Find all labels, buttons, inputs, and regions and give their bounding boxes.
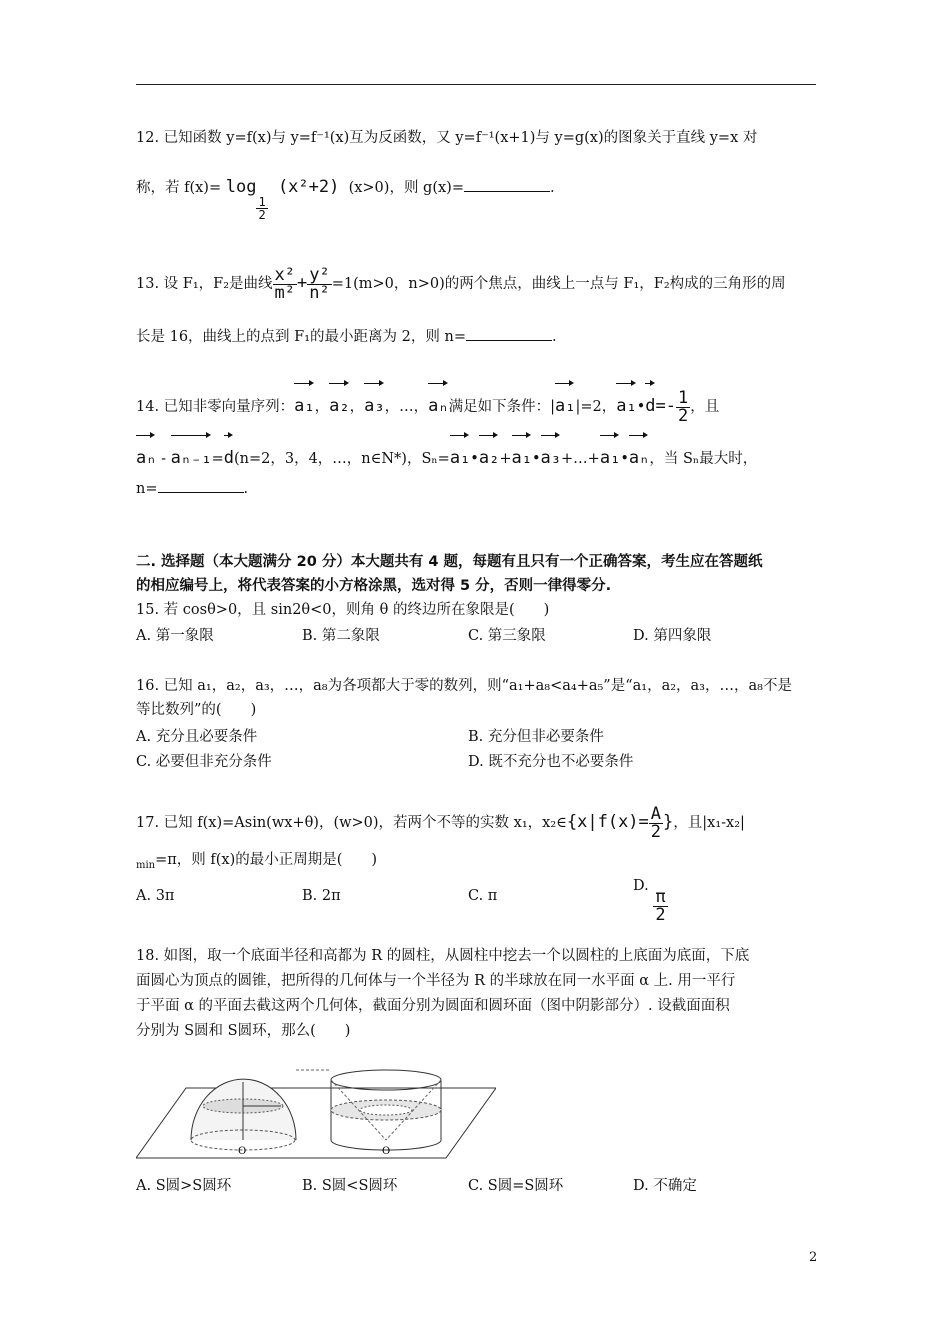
q13-line-1: 13. 设 F₁，F₂是曲线 $\frac{\text{x²}}{\text{m²}}$ + $\frac{\text{y²}}{\text{n²}}$ =1(m>0，n>0)的两个焦点，曲线上一点与 F₁，F₂构成的三角形的周 <box>136 264 786 303</box>
label-o-left: O <box>238 1146 247 1157</box>
q18-option-c[interactable]: C. S圆=S圆环 <box>468 1178 564 1194</box>
vector-a2: a₂ <box>329 380 349 424</box>
log-base: $\frac{1}{2}$ <box>258 195 266 222</box>
fraction-half: $\frac{1}{2}$ <box>678 387 689 426</box>
q18-line-3: 于平面 α 的平面去截这两个几何体，截面分别为圆面和圆环面（图中阴影部分）. 设截面面积 <box>136 998 730 1014</box>
q18-line-1: 18. 如图，取一个底面半径和高都为 R 的圆柱，从圆柱中挖去一个以圆柱的上底面为底面，下底 <box>136 948 750 964</box>
q12-text: 称，若 f(x)= <box>136 180 222 196</box>
q17-option-a[interactable]: A. 3π <box>136 888 175 904</box>
vector-a3: a₃ <box>364 380 384 424</box>
plane-alpha <box>136 1088 496 1158</box>
q14-line-2: aₙ - aₙ₋₁=d(n=2，3，4，…，n∈N*)，Sₙ=a₁•a₂+a₁•a₃+…+a₁•aₙ，当 Sₙ最大时， <box>136 432 757 477</box>
q17-option-b[interactable]: B. 2π <box>302 888 341 904</box>
q12-line-2: 称，若 f(x)= log $\frac{1}{2}$ (x²+2) (x>0)，则 g(x)= . <box>136 177 555 222</box>
q18-option-d[interactable]: D. 不确定 <box>633 1178 697 1194</box>
q18-option-b[interactable]: B. S圆<S圆环 <box>302 1178 398 1194</box>
answer-blank[interactable] <box>464 177 550 192</box>
q18-line-2: 面圆心为顶点的圆锥，把所得的几何体与一个半径为 R 的半球放在同一水平面 α 上. 用一平行 <box>136 973 736 989</box>
q18-option-a[interactable]: A. S圆>S圆环 <box>136 1178 232 1194</box>
q17-line-1: 17. 已知 f(x)=Asin(wx+θ)，(w>0)，若两个不等的实数 x₁，x₂∈{x|f(x)= $\frac{A}{2}$ }，且|x₁-x₂| <box>136 803 745 842</box>
fraction-y: $\frac{\text{y²}}{\text{n²}}$ <box>309 264 330 303</box>
q12-text-b: (x>0)，则 g(x)= <box>348 180 464 196</box>
q15-option-d[interactable]: D. 第四象限 <box>633 628 712 644</box>
section-heading-line-2: 的相应编号上，将代表答案的小方格涂黑，选对得 5 分，否则一律得零分. <box>136 578 612 594</box>
vector-a1: a₁ <box>294 380 314 424</box>
answer-blank[interactable] <box>466 326 552 341</box>
q16-line-2: 等比数列”的( ) <box>136 702 257 718</box>
header-rule <box>136 84 816 85</box>
cylinder-top <box>331 1070 441 1090</box>
geometry-figure <box>136 1068 496 1168</box>
q16-option-a[interactable]: A. 充分且必要条件 <box>136 729 258 745</box>
q16-line-1: 16. 已知 a₁，a₂，a₃，…，a₈为各项都大于零的数列，则“a₁+a₈<a₄+a₅”是“a₁，a₂，a₃，…，a₈不是 <box>136 678 792 694</box>
label-o-right: O <box>382 1146 391 1157</box>
q16-option-c[interactable]: C. 必要但非充分条件 <box>136 754 272 770</box>
q15-option-c[interactable]: C. 第三象限 <box>468 628 546 644</box>
vector-d: d <box>645 380 655 424</box>
vector-an-minus-1: aₙ₋₁ <box>171 432 212 476</box>
q13-line-2: 长是 16，曲线上的点到 F₁的最小距离为 2，则 n= . <box>136 326 557 347</box>
vector-an: aₙ <box>428 380 448 424</box>
fraction-a-half: $\frac{A}{2}$ <box>650 803 662 842</box>
q14-line-1: 14. 已知非零向量序列：a₁，a₂，a₃，…，aₙ满足如下条件：|a₁|=2，a₁•d=- $\frac{1}{2}$ ，且 <box>136 380 719 425</box>
q16-option-b[interactable]: B. 充分但非必要条件 <box>468 729 604 745</box>
answer-blank[interactable] <box>158 478 244 493</box>
q17-option-c[interactable]: C. π <box>468 888 498 904</box>
q17-option-d[interactable]: D. $\frac{\pi}{2}$ <box>633 878 666 925</box>
fraction-pi-half: $\frac{\pi}{2}$ <box>655 887 666 925</box>
q16-option-d[interactable]: D. 既不充分也不必要条件 <box>468 754 634 770</box>
q14-line-3: n= . <box>136 478 248 499</box>
q15-stem: 15. 若 cosθ>0，且 sin2θ<0，则角 θ 的终边所在象限是( ) <box>136 602 550 618</box>
q17-line-2: $_{min}$=π，则 f(x)的最小正周期是( ) <box>136 852 378 871</box>
q15-option-a[interactable]: A. 第一象限 <box>136 628 214 644</box>
section-heading-line-1: 二. 选择题（本大题满分 20 分）本大题共有 4 题，每题有且只有一个正确答案，考生应在答题纸 <box>136 554 763 570</box>
fraction-x: $\frac{\text{x²}}{\text{m²}}$ <box>274 264 296 303</box>
q15-option-b[interactable]: B. 第二象限 <box>302 628 380 644</box>
q12-line-1: 12. 已知函数 y=f(x)与 y=f⁻¹(x)互为反函数，又 y=f⁻¹(x+1)与 y=g(x)的图象关于直线 y=x 对 <box>136 130 758 146</box>
q18-line-4: 分别为 S圆和 S圆环，那么( ) <box>136 1023 351 1039</box>
log-function: log $\frac{1}{2}$ (x²+2) <box>225 177 340 222</box>
set-notation: {x|f(x)= <box>566 812 649 832</box>
page-number: 2 <box>809 1250 818 1265</box>
